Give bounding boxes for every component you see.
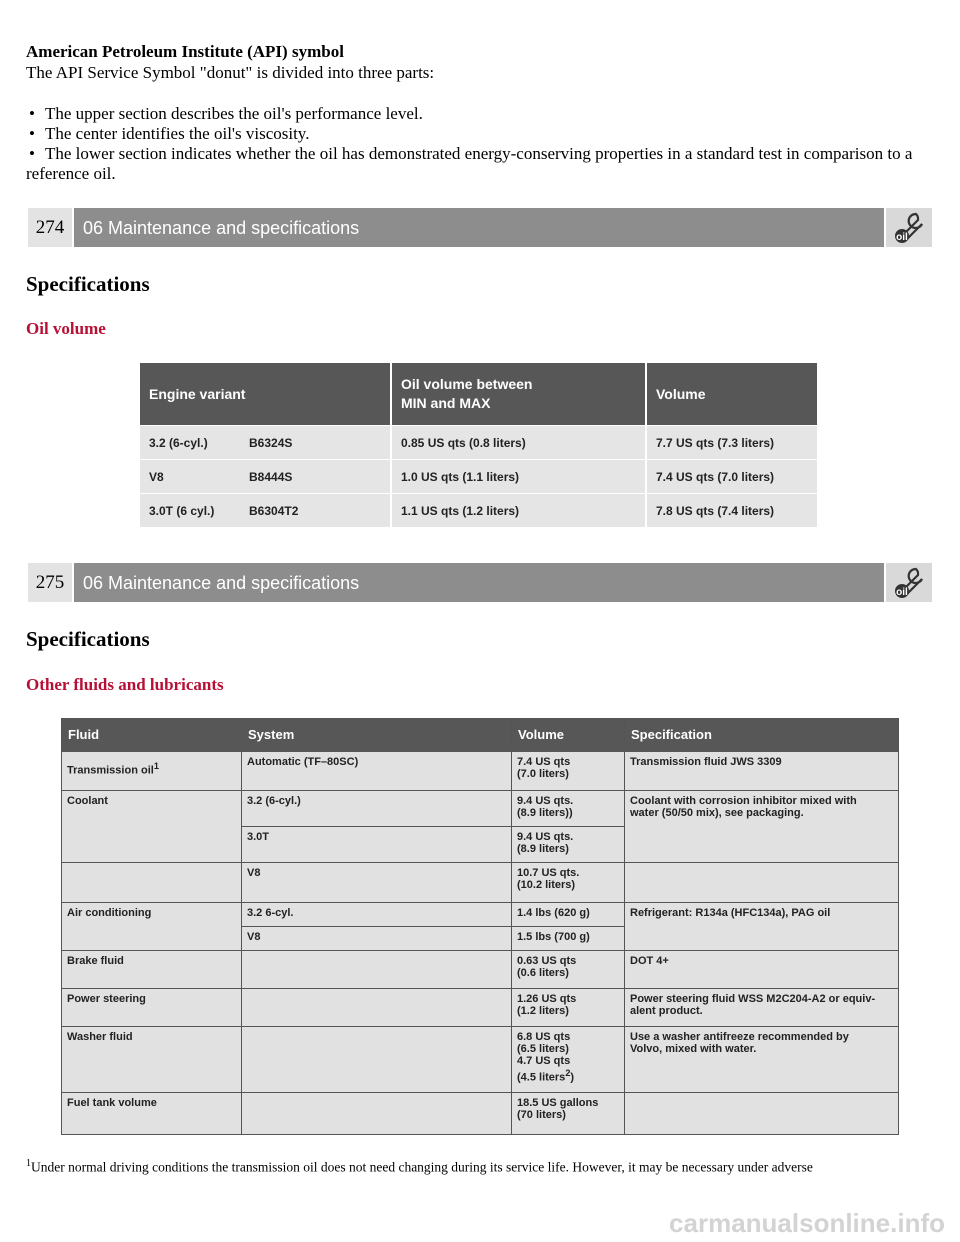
- table-row: [62, 791, 899, 827]
- table-row: [140, 460, 817, 494]
- spec-cell: [625, 863, 899, 903]
- volume-line: (8.9 liters)): [517, 807, 573, 819]
- section-subtitle: Oil volume: [26, 319, 106, 338]
- fluid-cell: Air conditioning: [62, 903, 242, 951]
- system-cell: 3.0T: [242, 827, 512, 863]
- section-title: 06 Maintenance and specifications: [74, 208, 884, 247]
- between-cell: 0.85 US qts (0.8 liters): [391, 426, 646, 460]
- between-cell: 1.1 US qts (1.2 liters): [391, 494, 646, 528]
- fluid-cell: Brake fluid: [62, 951, 242, 989]
- header-line: Oil volume between: [401, 376, 533, 392]
- volume-cell: 1.4 lbs (620 g): [512, 903, 625, 927]
- fluid-cell: Fuel tank volume: [62, 1093, 242, 1135]
- volume-line: ): [570, 1071, 575, 1084]
- engine-code: B8444S: [249, 469, 293, 484]
- between-cell: 1.0 US qts (1.1 liters): [391, 460, 646, 494]
- engine-cell: [140, 460, 391, 494]
- volume-cell: 1.5 lbs (700 g): [512, 927, 625, 951]
- table-row: [62, 903, 899, 927]
- spec-line: water (50/50 mix), see packaging.: [630, 807, 804, 819]
- volume-line: 7.4 US qts: [517, 756, 571, 768]
- spec-line: Coolant with corrosion inhibitor mixed with: [630, 795, 857, 807]
- spec-line: alent product.: [630, 1005, 703, 1017]
- footnote-marker: 1: [153, 761, 159, 771]
- fluid-cell: Washer fluid: [62, 1027, 242, 1093]
- page-number: 275: [28, 563, 72, 602]
- volume-line: 9.4 US qts.: [517, 831, 574, 843]
- page-header-275: [28, 563, 932, 602]
- spec-cell: DOT 4+: [625, 951, 899, 989]
- system-cell: V8: [242, 927, 512, 951]
- engine-cell: [140, 494, 391, 528]
- section-subtitle: Other fluids and lubricants: [26, 675, 224, 694]
- engine-cell: [140, 426, 391, 460]
- volume-cell: 7.8 US qts (7.4 liters): [646, 494, 817, 528]
- volume-cell: [512, 1027, 625, 1093]
- volume-line: (70 liters): [517, 1109, 566, 1121]
- page-number: 274: [28, 208, 72, 247]
- spec-cell: [625, 791, 899, 863]
- volume-cell: [512, 827, 625, 863]
- system-cell: Automatic (TF–80SC): [242, 752, 512, 791]
- list-item: • The upper section describes the oil's performance level.: [26, 104, 926, 124]
- column-header: [391, 363, 646, 426]
- footnote-text: Under normal driving conditions the transmission oil does not need changing during its service life. However, it may be necessary under adverse: [31, 1159, 813, 1175]
- spec-cell: Transmission fluid JWS 3309: [625, 752, 899, 791]
- volume-line: (6.5 liters): [517, 1043, 569, 1055]
- engine-variant: 3.0T (6 cyl.): [149, 503, 215, 518]
- volume-line: 6.8 US qts: [517, 1031, 571, 1043]
- volume-line: (1.2 liters): [517, 1005, 569, 1017]
- api-section-title: American Petroleum Institute (API) symbol: [26, 42, 344, 61]
- page-title: Specifications: [26, 272, 150, 296]
- wrench-oil-icon: [886, 208, 932, 247]
- engine-code: B6304T2: [249, 503, 299, 518]
- list-item: • The center identifies the oil's viscosity.: [26, 124, 926, 144]
- page-title: Specifications: [26, 627, 150, 651]
- list-item: • The lower section indicates whether the oil has demonstrated energy-conserving properties in a standard test in comparison to a reference oil.: [26, 144, 926, 184]
- table-row: [62, 863, 899, 903]
- fluid-cell: [62, 863, 242, 903]
- volume-cell: [512, 791, 625, 827]
- volume-line: (0.6 liters): [517, 967, 569, 979]
- volume-cell: 7.4 US qts (7.0 liters): [646, 460, 817, 494]
- column-header: Specification: [625, 719, 899, 752]
- spec-cell: [625, 1093, 899, 1135]
- page-header-274: [28, 208, 932, 247]
- footnote: [26, 1155, 946, 1177]
- volume-cell: [512, 863, 625, 903]
- system-cell: V8: [242, 863, 512, 903]
- table-row: [62, 1027, 899, 1093]
- table-row: [62, 1093, 899, 1135]
- svg-text:oil: oil: [896, 587, 908, 598]
- table-row: [62, 989, 899, 1027]
- api-description: The API Service Symbol "donut" is divided into three parts:: [26, 63, 435, 82]
- spec-cell: Refrigerant: R134a (HFC134a), PAG oil: [625, 903, 899, 951]
- watermark-logo: [600, 1206, 950, 1242]
- system-cell: [242, 1027, 512, 1093]
- header-line: MIN and MAX: [401, 395, 491, 411]
- volume-line: 18.5 US gallons: [517, 1097, 599, 1109]
- volume-line: 4.7 US qts: [517, 1055, 571, 1067]
- spec-cell: [625, 1027, 899, 1093]
- engine-variant: V8: [149, 469, 164, 484]
- column-header: Volume: [646, 363, 817, 426]
- engine-code: B6324S: [249, 435, 293, 450]
- fluid-name: Transmission oil: [67, 764, 154, 777]
- footnote-marker: 1: [26, 1158, 31, 1169]
- volume-line: 0.63 US qts: [517, 955, 577, 967]
- table-row: [62, 752, 899, 791]
- spec-line: Volvo, mixed with water.: [630, 1043, 757, 1055]
- system-cell: [242, 989, 512, 1027]
- system-cell: 3.2 (6-cyl.): [242, 791, 512, 827]
- volume-cell: [512, 989, 625, 1027]
- footnote-marker: 2: [565, 1068, 571, 1078]
- column-header: Fluid: [62, 719, 242, 752]
- volume-line: (4.5 liters: [517, 1071, 566, 1084]
- volume-cell: [512, 951, 625, 989]
- svg-text:oil: oil: [896, 232, 908, 243]
- volume-line: 10.7 US qts.: [517, 867, 580, 879]
- volume-line: 9.4 US qts.: [517, 795, 574, 807]
- wrench-oil-icon: [886, 563, 932, 602]
- fluids-table: [61, 718, 899, 1135]
- oil-volume-table: [140, 363, 817, 527]
- engine-variant: 3.2 (6-cyl.): [149, 435, 208, 450]
- system-cell: [242, 951, 512, 989]
- spec-line: Power steering fluid WSS M2C204-A2 or equiv-: [630, 993, 876, 1005]
- spec-line: Use a washer antifreeze recommended by: [630, 1031, 849, 1043]
- volume-cell: 7.7 US qts (7.3 liters): [646, 426, 817, 460]
- table-row: [140, 494, 817, 528]
- column-header: Volume: [512, 719, 625, 752]
- volume-line: (7.0 liters): [517, 768, 569, 780]
- fluid-cell: Power steering: [62, 989, 242, 1027]
- table-row: [62, 951, 899, 989]
- fluid-cell: [62, 752, 242, 791]
- volume-line: 1.26 US qts: [517, 993, 577, 1005]
- table-row: [140, 426, 817, 460]
- system-cell: 3.2 6-cyl.: [242, 903, 512, 927]
- column-header: System: [242, 719, 512, 752]
- fluid-cell: Coolant: [62, 791, 242, 863]
- api-parts-list: [26, 104, 926, 184]
- system-cell: [242, 1093, 512, 1135]
- volume-cell: [512, 1093, 625, 1135]
- volume-cell: [512, 752, 625, 791]
- column-header: Engine variant: [140, 363, 391, 426]
- svg-text:carmanualsonline.info: carmanualsonline.info: [669, 1208, 945, 1238]
- spec-cell: [625, 989, 899, 1027]
- volume-line: (10.2 liters): [517, 879, 576, 891]
- volume-line: (8.9 liters): [517, 843, 569, 855]
- section-title: 06 Maintenance and specifications: [74, 563, 884, 602]
